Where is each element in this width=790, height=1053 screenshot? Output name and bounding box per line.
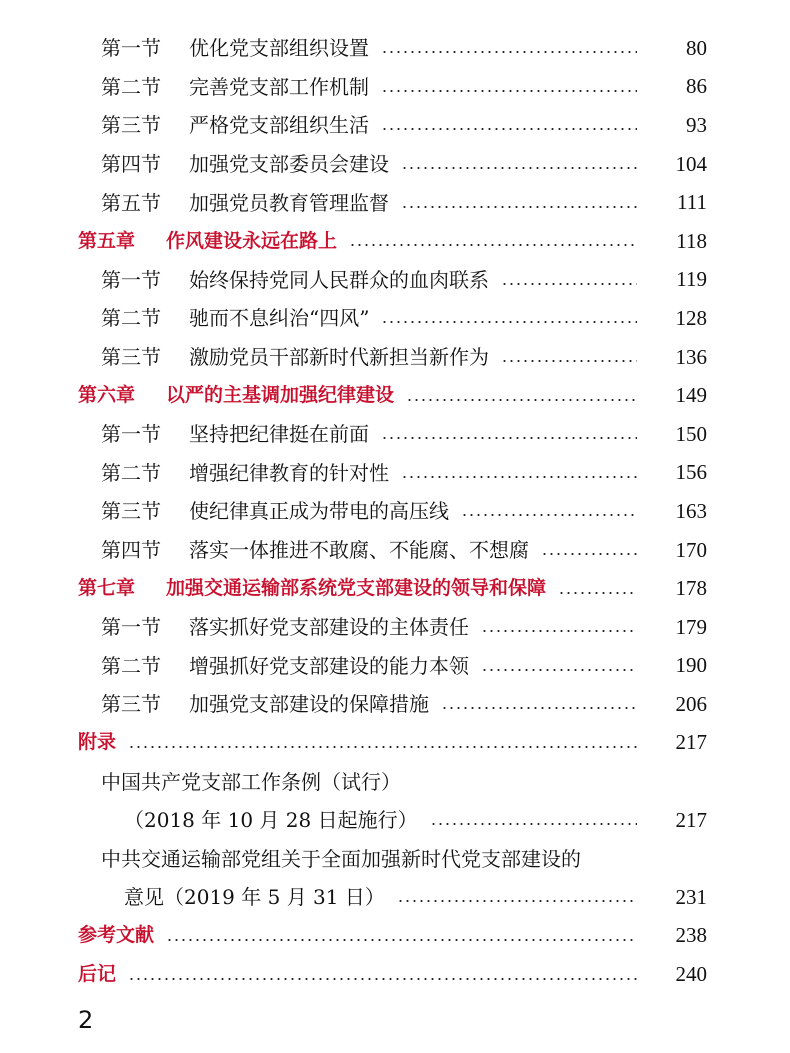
toc-entry[interactable] bbox=[0, 145, 790, 184]
chapter-title: 作风建设永远在路上 bbox=[166, 229, 338, 252]
page-reference: 238 bbox=[675, 923, 707, 948]
dot-leader bbox=[481, 630, 637, 632]
dot-leader bbox=[381, 321, 637, 323]
toc-entry[interactable] bbox=[0, 68, 790, 107]
section-number: 第一节 bbox=[101, 615, 161, 640]
section-number: 第二节 bbox=[101, 653, 161, 678]
chapter-number: 第五章 bbox=[78, 229, 136, 252]
section-number: 第三节 bbox=[101, 113, 161, 138]
dot-leader bbox=[349, 244, 637, 246]
table-of-contents bbox=[0, 29, 790, 994]
dot-leader bbox=[397, 900, 637, 902]
dot-leader bbox=[166, 939, 637, 941]
dot-leader bbox=[441, 707, 637, 709]
page-reference: 178 bbox=[675, 576, 707, 601]
toc-entry[interactable] bbox=[0, 183, 790, 222]
appendix-item-subtitle: 意见（2019 年 5 月 31 日） bbox=[124, 885, 385, 910]
page-reference: 240 bbox=[675, 962, 707, 987]
references-title: 参考文献 bbox=[78, 924, 155, 947]
toc-entry[interactable] bbox=[0, 415, 790, 454]
section-number: 第五节 bbox=[101, 190, 161, 215]
toc-chapter-entry[interactable] bbox=[0, 569, 790, 608]
toc-entry[interactable] bbox=[0, 261, 790, 300]
entry-title: 增强抓好党支部建设的能力本领 bbox=[189, 653, 469, 678]
afterword-title: 后记 bbox=[78, 963, 117, 986]
page-reference: 206 bbox=[675, 691, 707, 716]
dot-leader bbox=[128, 978, 637, 980]
chapter-title: 加强交通运输部系统党支部建设的领导和保障 bbox=[166, 577, 547, 600]
entry-title: 落实抓好党支部建设的主体责任 bbox=[189, 615, 469, 640]
dot-leader bbox=[381, 128, 637, 130]
toc-entry[interactable] bbox=[0, 685, 790, 724]
toc-entry[interactable] bbox=[0, 299, 790, 338]
entry-title: 严格党支部组织生活 bbox=[189, 113, 369, 138]
dot-leader bbox=[461, 514, 637, 516]
chapter-number: 第七章 bbox=[78, 577, 136, 600]
page-reference: 170 bbox=[675, 537, 707, 562]
page-number: 2 bbox=[78, 1006, 94, 1034]
page-reference: 118 bbox=[676, 228, 707, 253]
dot-leader bbox=[381, 51, 637, 53]
section-number: 第四节 bbox=[101, 152, 161, 177]
toc-entry[interactable] bbox=[0, 338, 790, 377]
section-number: 第四节 bbox=[101, 538, 161, 563]
toc-entry[interactable] bbox=[0, 106, 790, 145]
dot-leader bbox=[481, 669, 637, 671]
page-reference: 150 bbox=[675, 421, 707, 446]
dot-leader bbox=[501, 360, 637, 362]
toc-entry[interactable] bbox=[0, 608, 790, 647]
toc-references-entry[interactable] bbox=[0, 917, 790, 956]
entry-title: 使纪律真正成为带电的高压线 bbox=[189, 499, 449, 524]
section-number: 第三节 bbox=[101, 345, 161, 370]
page-reference: 179 bbox=[675, 614, 707, 639]
dot-leader bbox=[381, 90, 637, 92]
page-reference: 231 bbox=[675, 884, 707, 909]
dot-leader bbox=[558, 592, 637, 594]
toc-appendix-item-continued[interactable] bbox=[0, 878, 790, 917]
entry-title: 坚持把纪律挺在前面 bbox=[189, 422, 369, 447]
dot-leader bbox=[430, 823, 637, 825]
page-reference: 104 bbox=[675, 151, 707, 176]
entry-title: 加强党支部建设的保障措施 bbox=[189, 692, 429, 717]
entry-title: 加强党员教育管理监督 bbox=[189, 190, 389, 215]
dot-leader bbox=[381, 437, 637, 439]
section-number: 第一节 bbox=[101, 36, 161, 61]
appendix-item-subtitle: （2018 年 10 月 28 日起施行） bbox=[124, 808, 418, 833]
page-reference: 156 bbox=[675, 460, 707, 485]
toc-entry[interactable] bbox=[0, 531, 790, 570]
page-reference: 111 bbox=[677, 190, 707, 215]
page-reference: 93 bbox=[686, 112, 707, 137]
toc-entry[interactable] bbox=[0, 454, 790, 493]
dot-leader bbox=[128, 746, 637, 748]
section-number: 第三节 bbox=[101, 692, 161, 717]
section-number: 第一节 bbox=[101, 422, 161, 447]
toc-entry[interactable] bbox=[0, 647, 790, 686]
page-reference: 190 bbox=[675, 653, 707, 678]
entry-title: 落实一体推进不敢腐、不能腐、不想腐 bbox=[189, 538, 529, 563]
section-number: 第二节 bbox=[101, 306, 161, 331]
section-number: 第一节 bbox=[101, 267, 161, 292]
entry-title: 优化党支部组织设置 bbox=[189, 36, 369, 61]
entry-title: 驰而不息纠治“四风” bbox=[189, 306, 370, 331]
page-reference: 119 bbox=[676, 267, 707, 292]
chapter-number: 第六章 bbox=[78, 384, 136, 407]
toc-afterword-entry[interactable] bbox=[0, 955, 790, 994]
toc-appendix-item[interactable] bbox=[0, 762, 790, 801]
entry-title: 完善党支部工作机制 bbox=[189, 74, 369, 99]
toc-appendix-item-continued[interactable] bbox=[0, 801, 790, 840]
dot-leader bbox=[401, 167, 637, 169]
page-reference: 149 bbox=[675, 383, 707, 408]
toc-entry[interactable] bbox=[0, 492, 790, 531]
toc-appendix-item[interactable] bbox=[0, 839, 790, 878]
section-number: 第二节 bbox=[101, 460, 161, 485]
entry-title: 始终保持党同人民群众的血肉联系 bbox=[189, 267, 489, 292]
toc-entry[interactable] bbox=[0, 29, 790, 68]
page-reference: 136 bbox=[675, 344, 707, 369]
appendix-item-title: 中共交通运输部党组关于全面加强新时代党支部建设的 bbox=[101, 846, 581, 871]
entry-title: 加强党支部委员会建设 bbox=[189, 152, 389, 177]
page-reference: 80 bbox=[686, 35, 707, 60]
page-reference: 128 bbox=[675, 305, 707, 330]
section-number: 第二节 bbox=[101, 74, 161, 99]
appendix-title: 附录 bbox=[78, 731, 117, 754]
appendix-item-title: 中国共产党支部工作条例（试行） bbox=[101, 769, 401, 794]
page-reference: 217 bbox=[675, 730, 707, 755]
page-reference: 163 bbox=[675, 498, 707, 523]
entry-title: 增强纪律教育的针对性 bbox=[189, 460, 389, 485]
section-number: 第三节 bbox=[101, 499, 161, 524]
chapter-title: 以严的主基调加强纪律建设 bbox=[166, 384, 395, 407]
dot-leader bbox=[541, 553, 637, 555]
entry-title: 激励党员干部新时代新担当新作为 bbox=[189, 345, 489, 370]
dot-leader bbox=[501, 283, 637, 285]
dot-leader bbox=[406, 399, 637, 401]
page-reference: 217 bbox=[675, 807, 707, 832]
toc-chapter-entry[interactable] bbox=[0, 376, 790, 415]
dot-leader bbox=[401, 476, 637, 478]
toc-appendix-entry[interactable] bbox=[0, 724, 790, 763]
dot-leader bbox=[401, 206, 637, 208]
page-reference: 86 bbox=[686, 74, 707, 99]
toc-chapter-entry[interactable] bbox=[0, 222, 790, 261]
